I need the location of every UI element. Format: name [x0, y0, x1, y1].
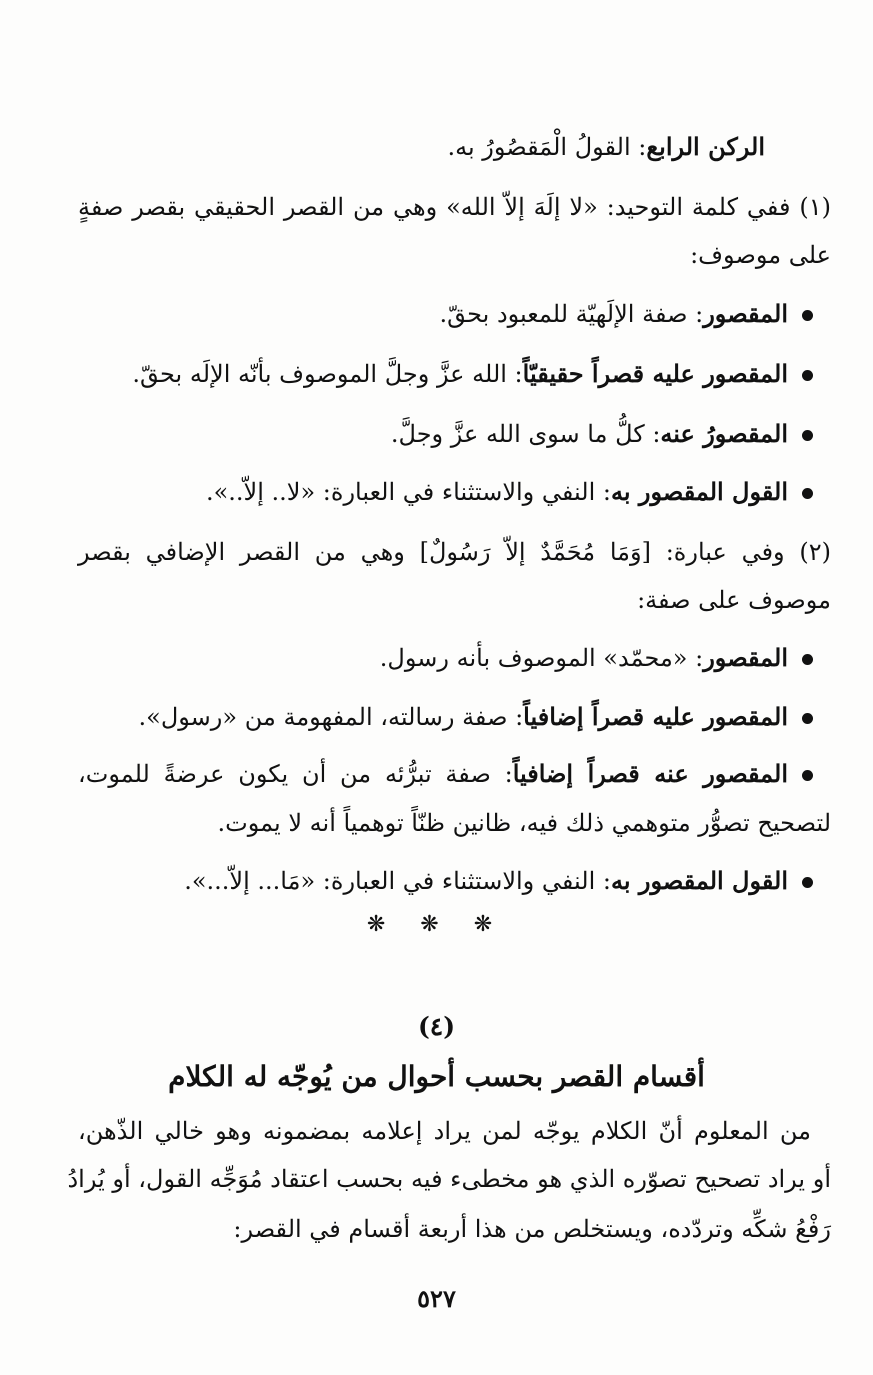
- bullet-text: : كلُّ ما سوى الله عزَّ وجلَّ.: [390, 420, 661, 448]
- bullet-text: : النفي والاستثناء في العبارة: «مَا... إلاّ...».: [184, 867, 611, 895]
- bullet-term: المقصور عليه قصراً إضافياً: [523, 702, 788, 731]
- bullet-term: المقصورُ عنه: [660, 419, 788, 448]
- bullet-item: [206, 475, 813, 509]
- bullet-icon: [802, 488, 813, 499]
- pillar-four-line: [447, 130, 765, 164]
- bullet-item: [184, 864, 813, 898]
- bullet-item: [440, 297, 813, 331]
- bullet-icon: [802, 654, 813, 665]
- bullet-term: المقصور: [703, 643, 788, 672]
- bullet-icon: [802, 310, 813, 321]
- example-one-continuation: على موصوف:: [690, 241, 831, 269]
- bullet-icon: [802, 713, 813, 724]
- bullet-text: : صفة الإلَهيّة للمعبود بحقّ.: [439, 300, 704, 328]
- bullet-item: [380, 641, 813, 675]
- bullet-icon: [802, 877, 813, 888]
- example-two-line: (٢) وفي عبارة: [وَمَا مُحَمَّدٌ إلاّ رَسُولٌ] وهي من القصر الإضافي بقصر: [78, 538, 831, 566]
- bullet-item: [391, 417, 813, 451]
- bullet-icon: [802, 370, 813, 381]
- paragraph-line: من المعلوم أنّ الكلام يوجّه لمن يراد إعلامه بمضمونه وهو خالي الذّهن،: [78, 1117, 811, 1145]
- example-one-line: (١) ففي كلمة التوحيد: «لا إلَهَ إلاّ الله» وهي من القصر الحقيقي بقصر صفةٍ: [78, 193, 831, 221]
- bullet-icon: [802, 770, 813, 781]
- bullet-text: : النفي والاستثناء في العبارة: «لا.. إلاّ..».: [205, 478, 611, 506]
- page-number: ٥٢٧: [417, 1284, 456, 1313]
- section-title: أقسام القصر بحسب أحوال من يُوجّه له الكلام: [168, 1060, 705, 1093]
- bullet-term: القول المقصور به: [610, 866, 788, 895]
- pillar-heading: الركن الرابع: [646, 132, 765, 161]
- bullet-text: : صفة تبرُّئه من أن يكون عرضةً للموت،: [78, 760, 513, 788]
- bullet-term: المقصور عليه قصراً حقيقيّاً: [522, 359, 788, 388]
- bullet-item: [139, 700, 813, 734]
- bullet-item: [132, 357, 813, 391]
- section-divider-stars: ❋ ❋ ❋: [366, 912, 507, 937]
- bullet-text: : الله عزَّ وجلَّ الموصوف بأنّه الإلَه بحقّ.: [132, 360, 523, 388]
- pillar-text: : القولُ الْمَقصُورُ به.: [447, 133, 647, 161]
- bullet-text: : صفة رسالته، المفهومة من «رسول».: [138, 703, 524, 731]
- bullet-continuation: لتصحيح تصوُّر متوهمي ذلك فيه، ظانين ظنّاً توهمياً أنه لا يموت.: [217, 809, 831, 837]
- bullet-term: القول المقصور به: [610, 477, 788, 506]
- paragraph-line: رَفْعُ شكِّه وتردّده، ويستخلص من هذا أربعة أقسام في القصر:: [233, 1215, 831, 1243]
- example-two-continuation: موصوف على صفة:: [637, 586, 831, 614]
- bullet-item: [78, 757, 813, 791]
- bullet-term: المقصور: [703, 299, 788, 328]
- bullet-text: : «محمّد» الموصوف بأنه رسول.: [379, 644, 704, 672]
- paragraph-line: أو يراد تصحيح تصوّره الذي هو مخطىء فيه بحسب اعتقاد مُوَجِّه القول، أو يُرادُ: [67, 1165, 831, 1193]
- bullet-icon: [802, 430, 813, 441]
- bullet-term: المقصور عنه قصراً إضافياً: [512, 759, 789, 788]
- section-number: (٤): [417, 1012, 456, 1041]
